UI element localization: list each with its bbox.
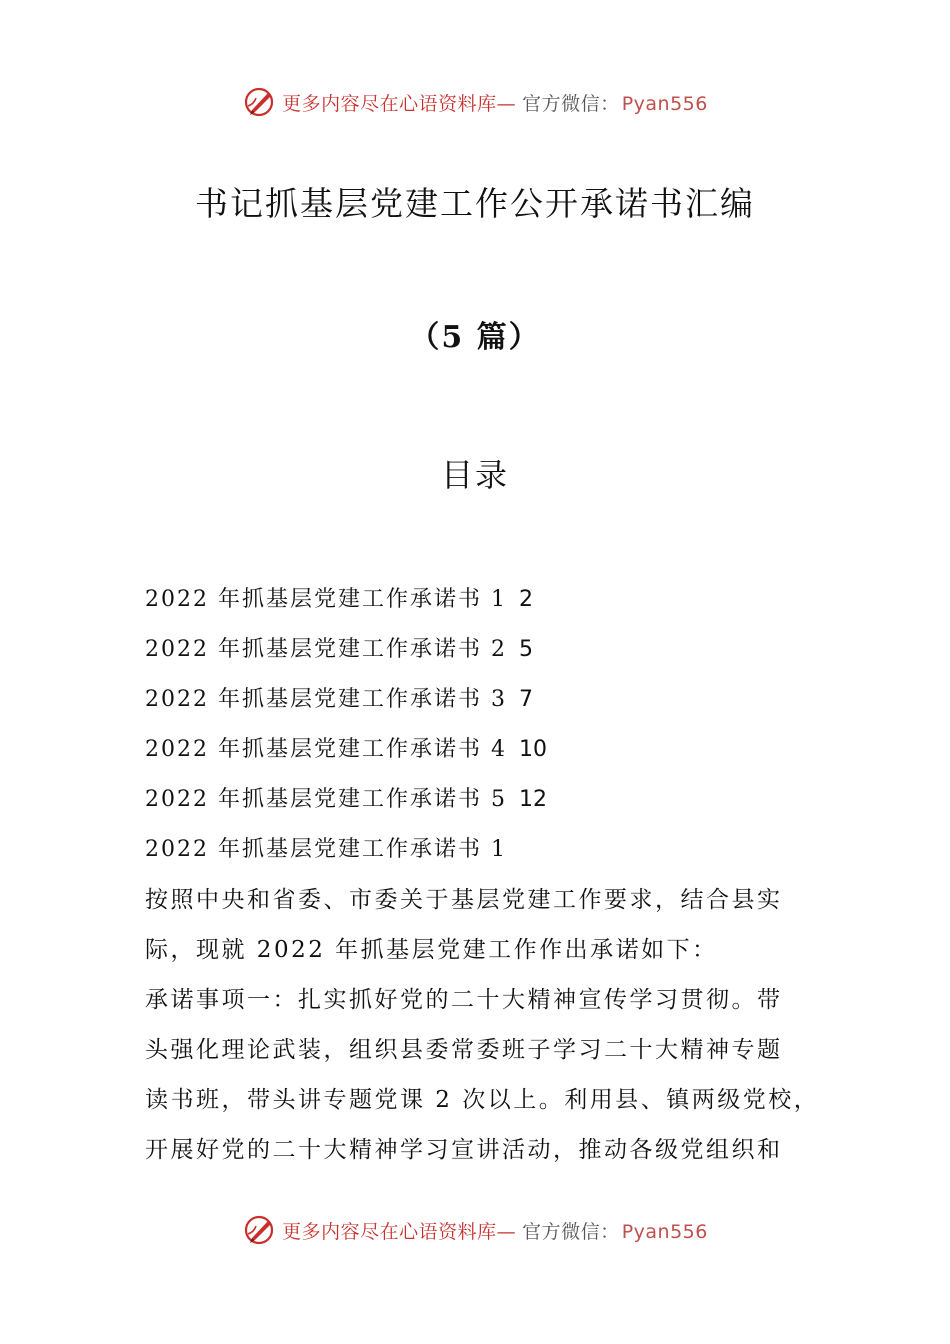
document-subtitle: （5 篇） [409, 320, 541, 355]
body-line: 按照中央和省委、市委关于基层党建工作要求，结合县实 [145, 887, 783, 913]
body-line: 际，现就 2022 年抓基层党建工作作出承诺如下： [145, 937, 718, 963]
body-line: 承诺事项一：扎实抓好党的二十大精神宣传学习贯彻。带 [145, 987, 783, 1013]
body-paragraphs [145, 880, 820, 1180]
header-watermark-banner [0, 82, 950, 122]
toc-entry[interactable] [145, 732, 805, 782]
toc-entry-label: 2022 年抓基层党建工作承诺书 5 [145, 787, 507, 812]
banner-text [282, 89, 708, 116]
banner-site-name: 更多内容尽在心语资料库 [282, 1220, 497, 1243]
banner-wechat-handle: Pyan556 [621, 92, 708, 115]
toc-entry[interactable] [145, 682, 805, 732]
toc-entry-label: 2022 年抓基层党建工作承诺书 1 [145, 587, 507, 612]
toc-entry[interactable] [145, 632, 805, 682]
toc-entry-label: 2022 年抓基层党建工作承诺书 4 [145, 737, 507, 762]
section-title: 2022 年抓基层党建工作承诺书 1 [145, 837, 507, 862]
document-title: 书记抓基层党建工作公开承诺书汇编 [195, 184, 755, 223]
toc-entry[interactable] [145, 782, 805, 832]
body-line: 读书班，带头讲专题党课 2 次以上。利用县、镇两级党校， [145, 1087, 820, 1113]
banner-wechat-label: 官方微信： [522, 92, 620, 115]
table-of-contents [145, 582, 805, 882]
pen-logo-icon [242, 84, 278, 120]
toc-heading: 目录 [440, 456, 509, 494]
toc-entry-page: 12 [518, 787, 547, 812]
footer-watermark-banner [0, 1210, 950, 1250]
banner-dash: — [496, 92, 517, 115]
body-line: 开展好党的二十大精神学习宣讲活动，推动各级党组织和 [145, 1137, 783, 1163]
toc-entry-page: 7 [518, 687, 533, 712]
toc-entry-page: 2 [518, 587, 533, 612]
banner-dash: — [496, 1220, 517, 1243]
banner-site-name: 更多内容尽在心语资料库 [282, 92, 497, 115]
banner-wechat-label: 官方微信： [522, 1220, 620, 1243]
toc-entry[interactable] [145, 582, 805, 632]
toc-entry-label: 2022 年抓基层党建工作承诺书 2 [145, 637, 507, 662]
pen-logo-icon [242, 1212, 278, 1248]
toc-entry-page: 10 [518, 737, 547, 762]
banner-text [282, 1217, 708, 1244]
toc-entry-label: 2022 年抓基层党建工作承诺书 3 [145, 687, 507, 712]
banner-wechat-handle: Pyan556 [621, 1220, 708, 1243]
toc-entry-page: 5 [518, 637, 533, 662]
body-line: 头强化理论武装，组织县委常委班子学习二十大精神专题 [145, 1037, 783, 1063]
